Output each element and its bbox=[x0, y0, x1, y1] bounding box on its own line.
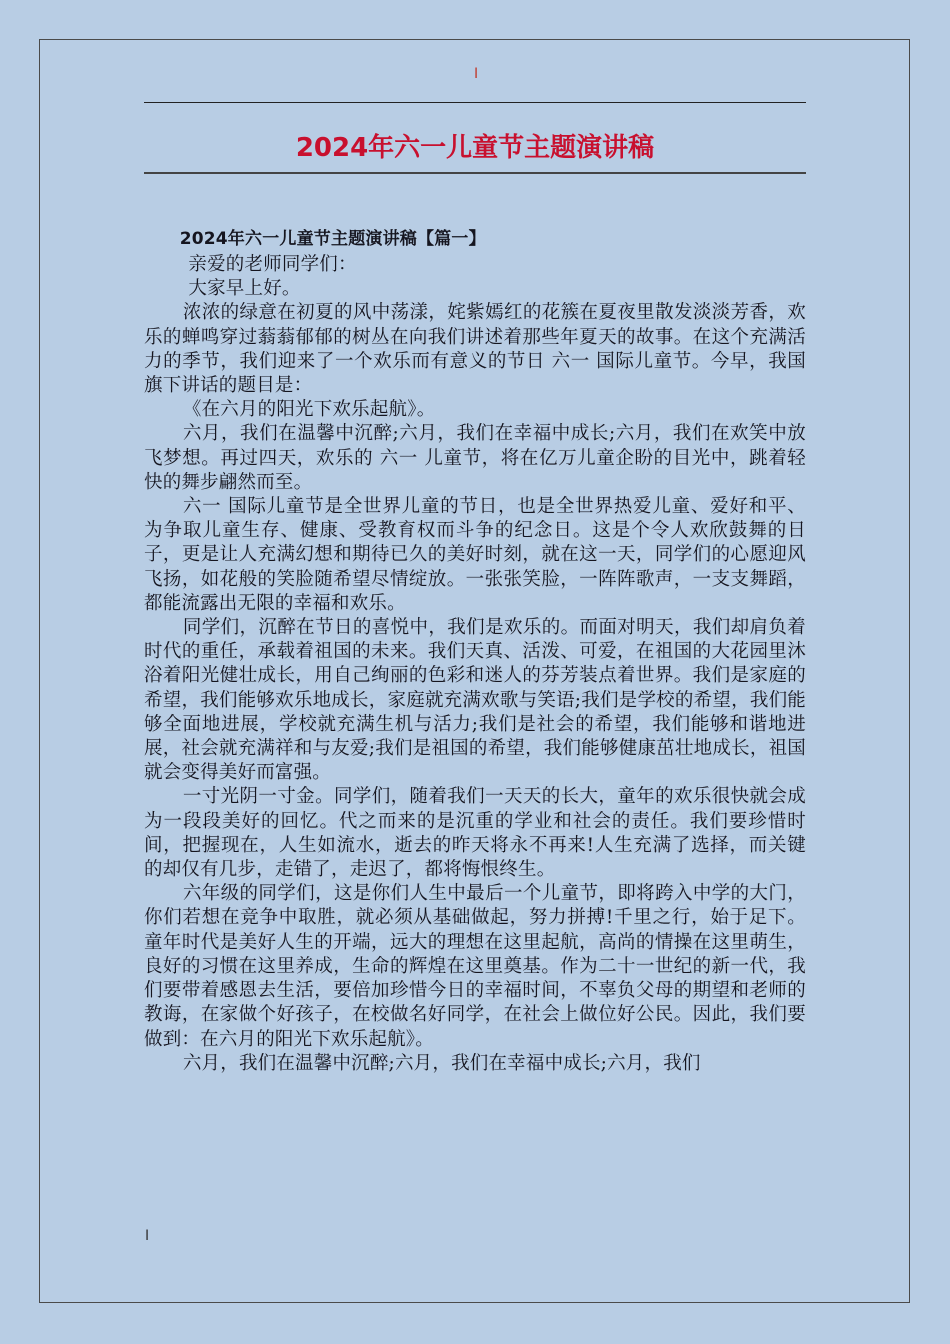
document-title: 2024年六一儿童节主题演讲稿 bbox=[295, 133, 655, 163]
footer-mark: I bbox=[145, 1228, 150, 1244]
paragraph: 《在六月的阳光下欢乐起航》。 bbox=[182, 399, 436, 421]
paragraph: 六年级的同学们，这是你们人生中最后一个儿童节，即将跨入中学的大门，你们若想在竞争中取胜，就必须从基础做起，努力拼搏!千里之行，始于足下。童年时代是美好人生的开端，远大的理想在这里起航，高尚的情操在这里萌生，良好的习惯在这里养成，生命的辉煌在这里奠基。作为二十一世纪的新一代，我们要带着感恩去生活，要倍加珍惜今日的幸福时间，不辜负父母的期望和老师的教诲，在家做个好孩子，在校做名好同学，在社会上做位好公民。因此，我们要做到：在六月的阳光下欢乐起航》。 bbox=[144, 883, 806, 1050]
paragraph: 亲爱的老师同学们： bbox=[188, 254, 357, 275]
header-mark: I bbox=[474, 66, 479, 82]
paragraph: 六月，我们在温馨中沉醉;六月，我们在幸福中成长;六月，我们 bbox=[182, 1052, 701, 1074]
paragraph: 六月，我们在温馨中沉醉;六月，我们在幸福中成长;六月，我们在欢笑中放飞梦想。再过四天，欢乐的 六一 儿童节，将在亿万儿童企盼的目光中，跳着轻快的舞步翩然而至。 bbox=[144, 423, 806, 493]
paragraph: 同学们，沉醉在节日的喜悦中，我们是欢乐的。而面对明天，我们却肩负着时代的重任，承载着祖国的未来。我们天真、活泼、可爱，在祖国的大花园里沐浴着阳光健壮成长，用自己绚丽的色彩和迷人的芬芳装点着世界。我们是家庭的希望，我们能够欢乐地成长，家庭就充满欢歌与笑语;我们是学校的希望，我们能够全面地进展，学校就充满生机与活力;我们是社会的希望，我们能够和谐地进展，社会就充满祥和与友爱;我们是祖国的希望，我们能够健康茁壮地成长，祖国就会变得美好而富强。 bbox=[144, 617, 806, 784]
paragraph: 六一 国际儿童节是全世界儿童的节日，也是全世界热爱儿童、爱好和平、为争取儿童生存、健康、受教育权而斗争的纪念日。这是个令人欢欣鼓舞的日子，更是让人充满幻想和期待已久的美好时刻，就在这一天，同学们的心愿迎风飞扬，如花般的笑脸随希望尽情绽放。一张张笑脸，一阵阵歌声，一支支舞蹈，都能流露出无限的幸福和欢乐。 bbox=[144, 496, 806, 614]
paragraph: 大家早上好。 bbox=[188, 278, 301, 300]
paragraph: 浓浓的绿意在初夏的风中荡漾，姹紫嫣红的花簇在夏夜里散发淡淡芳香，欢乐的蝉鸣穿过蓊蓊郁郁的树丛在向我们讲述着那些年夏天的故事。在这个充满活力的季节，我们迎来了一个欢乐而有意义的节日 六一 国际儿童节。今早，我国旗下讲话的题目是： bbox=[144, 302, 806, 397]
title-rule bbox=[144, 172, 806, 174]
document-body bbox=[144, 226, 806, 1076]
paragraph: 一寸光阴一寸金。同学们，随着我们一天天的长大，童年的欢乐很快就会成为一段段美好的回忆。代之而来的是沉重的学业和社会的责任。我们要珍惜时间，把握现在，人生如流水，逝去的昨天将永不再来!人生充满了选择，而关键的却仅有几步，走错了，走迟了，都将悔恨终生。 bbox=[144, 786, 806, 881]
header-rule bbox=[144, 102, 806, 103]
section-heading: 2024年六一儿童节主题演讲稿【篇一】 bbox=[179, 229, 486, 249]
